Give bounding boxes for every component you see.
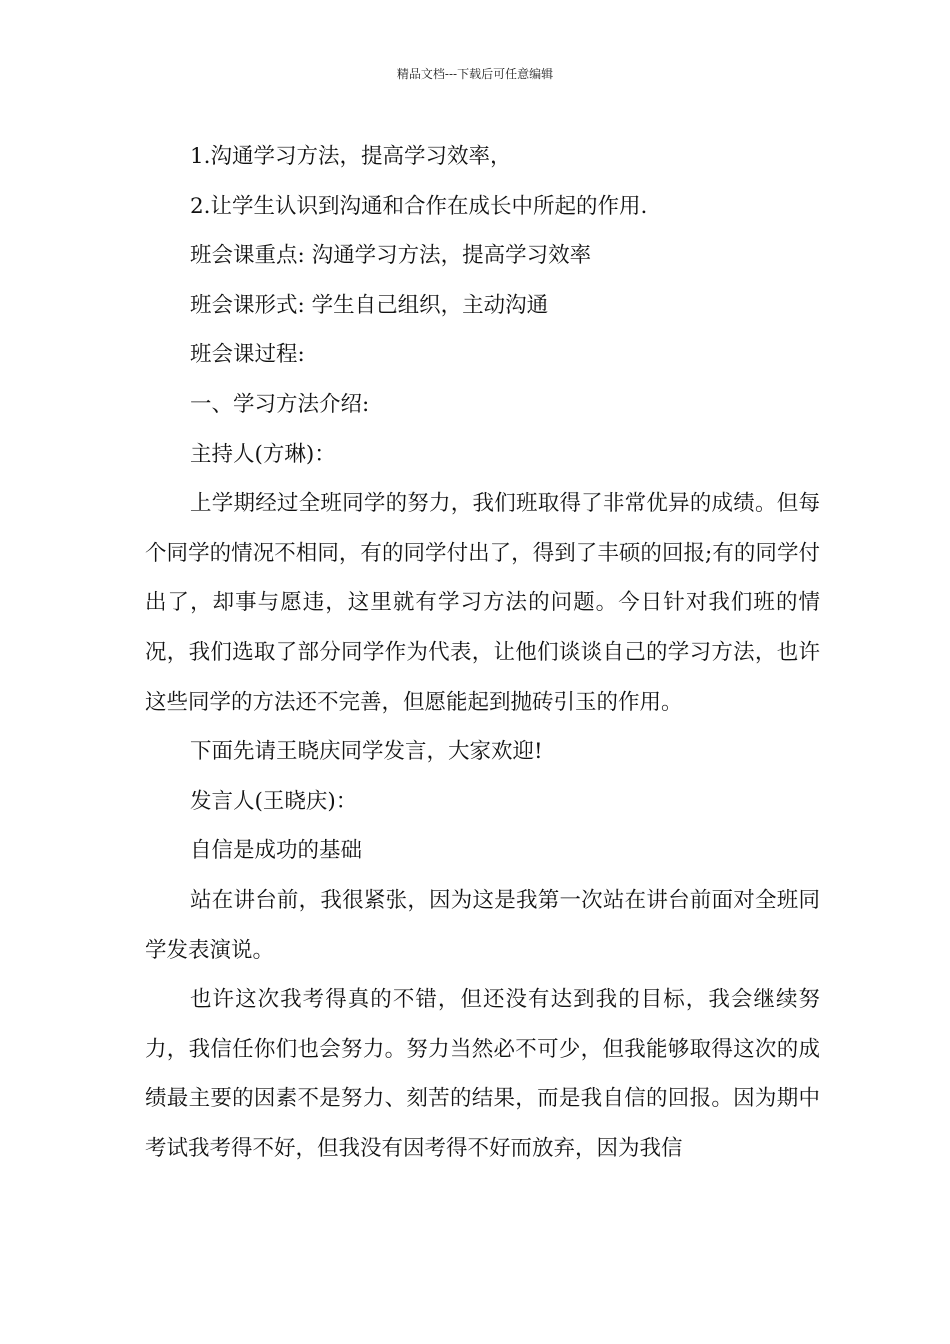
class-meeting-focus: 班会课重点: 沟通学习方法，提高学习效率 (190, 243, 592, 269)
host-invitation: 下面先请王晓庆同学发言，大家欢迎! (190, 739, 543, 765)
speech-title: 自信是成功的基础 (190, 838, 363, 864)
host-speech-paragraph: 上学期经过全班同学的努力，我们班取得了非常优异的成绩。但每个同学的情况不相同，有的同学付出了，得到了丰硕的回报;有的同学付出了，却事与愿违，这里就有学习方法的问题。今日针对我们班的情况，我们选取了部分同学作为代表，让他们谈谈自己的学习方法，也许这些同学的方法还不完善，但愿能起到抛砖引玉的作用。 (145, 491, 820, 715)
goal-item-1: 1.沟通学习方法，提高学习效率， (190, 144, 512, 169)
section-heading-study-methods: 一、学习方法介绍: (190, 391, 370, 417)
host-label: 主持人(方琳)： (190, 441, 336, 467)
speech-paragraph-2: 也许这次我考得真的不错，但还没有达到我的目标，我会继续努力，我信任你们也会努力。努力当然必不可少，但我能够取得这次的成绩最主要的因素不是努力、刻苦的结果，而是我自信的回报。因为期中考试我考得不好，但我没有因考得不好而放弃，因为我信 (145, 987, 820, 1161)
goal-item-2: 2.让学生认识到沟通和合作在成长中所起的作用. (190, 193, 648, 219)
class-meeting-process-heading: 班会课过程: (190, 342, 305, 368)
page-header: 精品文档---下载后可任意编辑 (396, 67, 554, 81)
speech-paragraph-1: 站在讲台前，我很紧张，因为这是我第一次站在讲台前面对全班同学发表演说。 (145, 887, 820, 963)
document-body (145, 132, 820, 1173)
class-meeting-format: 班会课形式: 学生自己组织，主动沟通 (190, 292, 549, 318)
speaker-label: 发言人(王晓庆)： (190, 788, 358, 814)
